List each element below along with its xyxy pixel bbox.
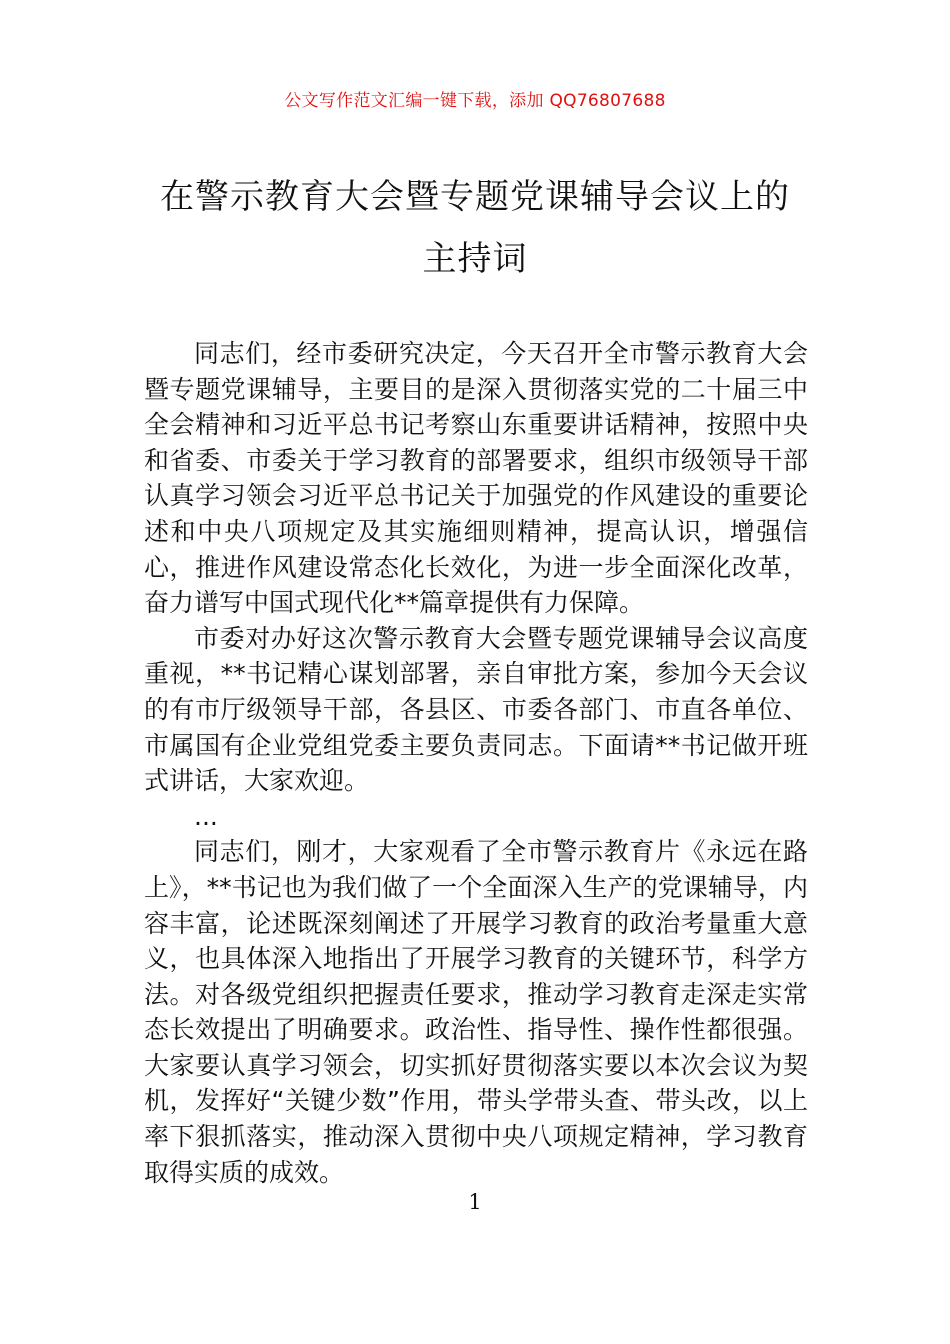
title-line-1: 在警示教育大会暨专题党课辅导会议上的	[160, 177, 790, 217]
paragraph: 同志们，刚才，大家观看了全市警示教育片《永远在路上》，**书记也为我们做了一个全面深入生产的党课辅导，内容丰富，论述既深刻阐述了开展学习教育的政治考量重大意义，也具体深入地指出了开展学习教育的关键环节，科学方法。对各级党组织把握责任要求，推动学习教育走深走实常态长效提出了明确要求。政治性、指导性、操作性都很强。大家要认真学习领会，切实抓好贯彻落实要以本次会议为契机，发挥好“关键少数”作用，带头学带头查、带头改，以上率下狠抓落实，推动深入贯彻中央八项规定精神，学习教育取得实质的成效。	[144, 837, 808, 1187]
document-body	[144, 336, 808, 1190]
paragraph: 市委对办好这次警示教育大会暨专题党课辅导会议高度重视，**书记精心谋划部署，亲自审批方案，参加今天会议的有市厅级领导干部，各县区、市委各部门、市直各单位、市属国有企业党组党委主要负责同志。下面请**书记做开班式讲话，大家欢迎。	[144, 623, 808, 796]
page-number: 1	[468, 1190, 482, 1214]
promo-banner: 公文写作范文汇编一键下载，添加 QQ76807688	[284, 91, 666, 111]
document-title	[60, 166, 890, 290]
title-line-2: 主持词	[422, 239, 528, 279]
ellipsis-paragraph: ...	[194, 801, 218, 831]
paragraph: 同志们，经市委研究决定，今天召开全市警示教育大会暨专题党课辅导，主要目的是深入贯彻落实党的二十届三中全会精神和习近平总书记考察山东重要讲话精神，按照中央和省委、市委关于学习教育的部署要求，组织市级领导干部认真学习领会习近平总书记关于加强党的作风建设的重要论述和中央八项规定及其实施细则精神，提高认识，增强信心，推进作风建设常态化长效化，为进一步全面深化改革，奋力谱写中国式现代化**篇章提供有力保障。	[144, 339, 808, 618]
